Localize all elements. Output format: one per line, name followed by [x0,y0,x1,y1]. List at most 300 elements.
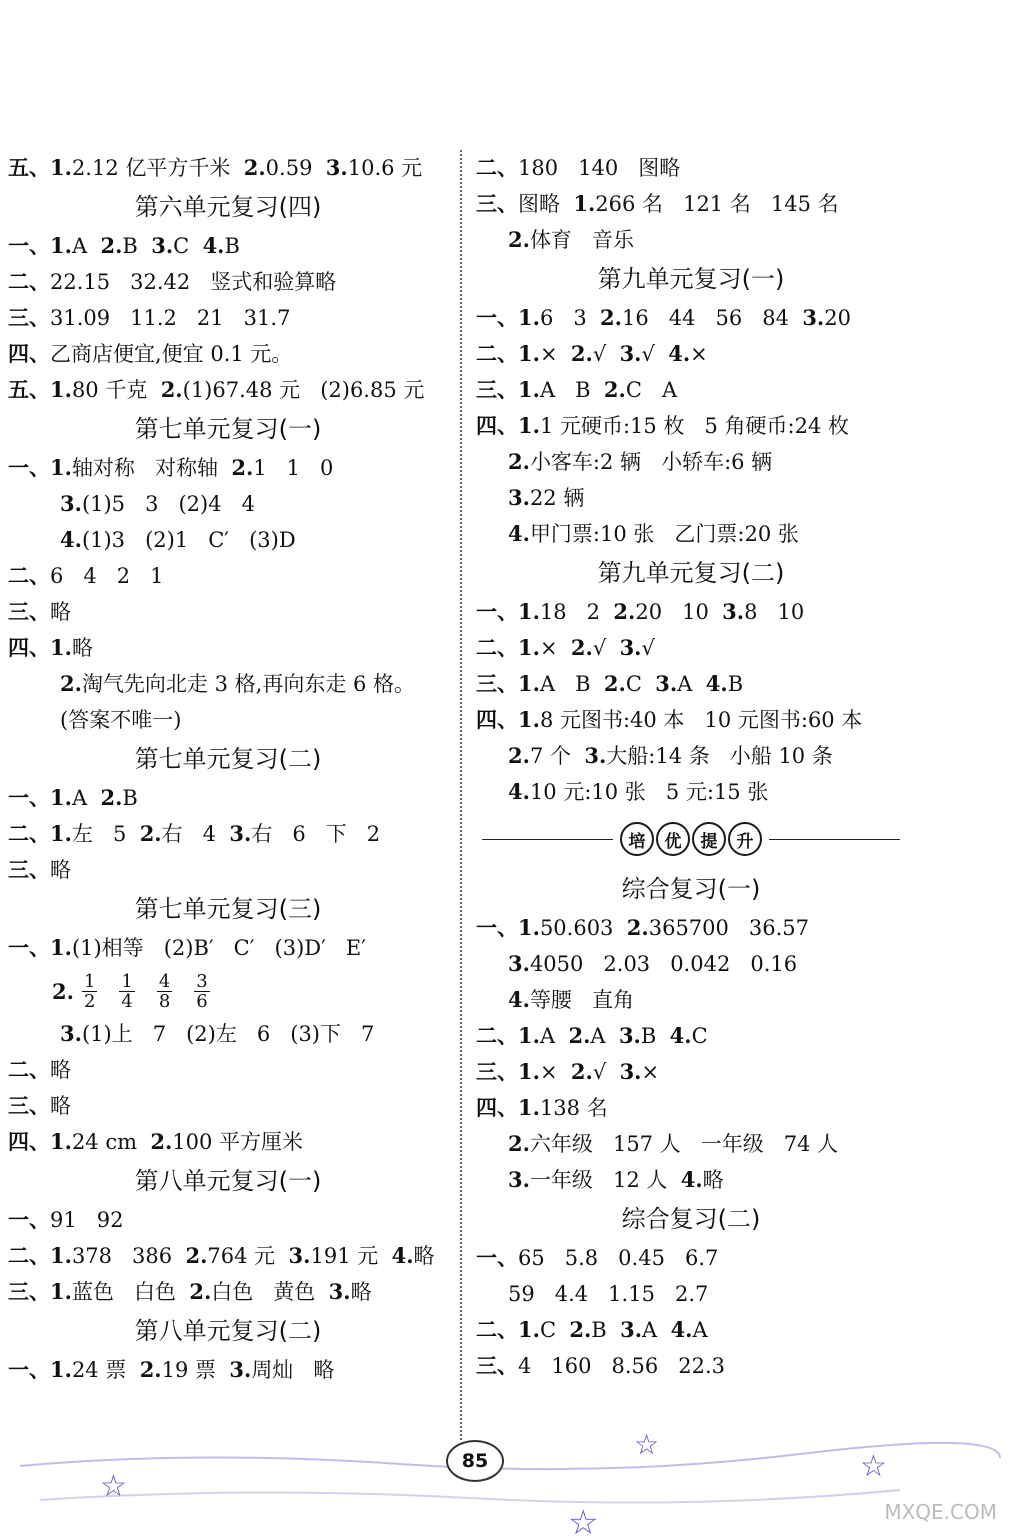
question-number: 四、 [476,413,518,438]
answer-text: (1)67.48 元 (2)6.85 元 [182,378,425,402]
sub-number: 4. [508,987,530,1012]
answer-text: 8 10 [744,600,805,624]
answer-text: 1 元硬币:15 枚 5 角硬币:24 枚 [539,414,849,438]
sub-number: 2. [139,821,162,846]
sub-number: 2. [508,227,530,252]
answer-line [8,594,448,630]
fraction-numerator: 3 [196,970,208,992]
answer-text: (答案不唯一) [60,708,182,732]
sub-number: 2. [60,671,82,696]
answer-column-right [476,150,906,1384]
fraction [82,972,97,1011]
answer-line [8,336,448,372]
fraction [119,972,134,1011]
answer-text: 22.15 32.42 竖式和验算略 [50,270,337,294]
sub-number: 2. [100,785,123,810]
sub-number: 3. [619,1059,642,1084]
answer-text: 蓝色 白色 [71,1280,190,1304]
answer-line [8,300,448,336]
sub-number: 2. [570,635,593,660]
sub-number: 1. [518,1095,540,1120]
question-number: 五、 [8,377,50,402]
answer-line [476,222,906,258]
banner-badge: 优 [656,822,690,856]
answer-text: B [224,234,240,258]
answer-line [476,1276,906,1312]
watermark: MXQE.COM [884,1500,997,1524]
banner-badge: 提 [692,822,726,856]
sub-number: 1. [518,671,540,696]
sub-number: 3. [60,1021,82,1046]
answer-text: 20 10 [635,600,723,624]
answer-text: 80 千克 [71,378,161,402]
answer-line [476,1018,906,1054]
sub-number: 3. [151,233,174,258]
answer-text: 轴对称 对称轴 [71,456,232,480]
sub-number: 1. [50,785,72,810]
question-number: 三、 [476,671,518,696]
sub-number: 1. [518,599,540,624]
answer-line [8,1352,448,1388]
answer-text: 左 5 [71,822,140,846]
answer-text: 周灿 略 [251,1358,335,1382]
question-number: 四、 [476,707,518,732]
sub-number: 3. [328,1279,351,1304]
question-number: 一、 [476,1245,518,1270]
answer-line [8,150,448,186]
answer-text: 6 3 [539,306,601,330]
answer-text: (1)5 3 (2)4 4 [81,492,255,516]
sub-number: 3. [620,1317,643,1342]
banner-rule [482,839,613,840]
answer-line [8,1238,448,1274]
sub-number: 1. [518,377,540,402]
answer-text: 65 5.8 0.45 6.7 [518,1246,719,1270]
sub-number: 2. [160,377,183,402]
banner-rule [769,839,900,840]
sub-number: 1. [518,1317,540,1342]
section-heading: 第七单元复习(二) [134,745,322,773]
section-heading: 综合复习(二) [621,1205,761,1233]
sub-number: 2. [231,455,254,480]
answer-text: 91 92 [50,1208,124,1232]
answer-text: 六年级 157 人 一年级 74 人 [529,1132,839,1156]
question-number: 三、 [476,1059,518,1084]
answer-text: (1)相等 (2)B′ C′ (3)D′ E′ [71,936,367,960]
sub-number: 2. [150,1129,173,1154]
question-number: 一、 [476,599,518,624]
answer-text: 体育 音乐 [529,228,634,252]
answer-text: 191 元 [310,1244,392,1268]
answer-text: 略 [50,1094,71,1118]
sub-number: 3. [722,599,745,624]
section-heading: 第九单元复习(二) [597,559,785,587]
answer-line [8,1016,448,1052]
answer-text: 等腰 直角 [529,988,634,1012]
question-number: 一、 [8,1357,50,1382]
answer-text: C A [625,378,678,402]
answer-text: × [690,342,708,366]
question-number: 三、 [8,1093,50,1118]
answer-text: 378 386 [71,1244,186,1268]
answer-text: √ [592,636,620,660]
answer-line [476,1240,906,1276]
wave-line [20,1443,1000,1469]
answer-line [8,486,448,522]
sub-number: 2. [508,449,530,474]
answer-line [476,1162,906,1198]
answer-text: 8 元图书:40 本 10 元图书:60 本 [539,708,863,732]
sub-number: 1. [518,413,540,438]
answer-line [476,516,906,552]
answer-text: 2.12 亿平方千米 [71,156,244,180]
answer-line [476,1090,906,1126]
sub-number: 4. [669,1023,692,1048]
question-number: 二、 [8,1057,50,1082]
fraction-numerator: 4 [158,970,171,992]
sub-number: 4. [705,671,728,696]
sub-number: 1. [50,233,72,258]
answer-text: 6 4 2 1 [50,564,164,588]
answer-text: B [122,786,138,810]
sub-number: 1. [518,635,540,660]
column-divider [460,150,462,1440]
sub-number: 2. [603,377,626,402]
answer-text: A B [539,378,604,402]
answer-text: 略 [350,1280,372,1304]
answer-text: 甲门票:10 张 乙门票:20 张 [529,522,799,546]
answer-text: 右 4 [161,822,230,846]
answer-line [8,372,448,408]
answer-line [8,264,448,300]
sub-number: 2. [189,1279,212,1304]
sub-number: 2. [139,1357,162,1382]
answer-line [8,780,448,816]
question-number: 一、 [8,233,50,258]
sub-number: 2. [570,341,593,366]
sub-number: 3. [60,491,82,516]
question-number: 五、 [8,155,50,180]
answer-text: 4 160 8.56 22.3 [518,1354,726,1378]
sub-number: 1. [50,821,72,846]
section-heading: 第七单元复习(三) [134,895,322,923]
answer-text: 略 [413,1244,435,1268]
sub-number: 1. [50,155,72,180]
answer-text: 略 [50,1058,71,1082]
sub-number: 4. [670,1317,693,1342]
answer-text: 大船:14 条 小船 10 条 [606,744,833,768]
answer-text: B [122,234,152,258]
answer-line [476,336,906,372]
answer-text: × [539,1060,571,1084]
sub-number: 3. [802,305,825,330]
answer-text: 4050 2.03 0.042 0.16 [529,952,798,976]
question-number: 三、 [8,857,50,882]
answer-text: C [539,1318,570,1342]
answer-text: 59 4.4 1.15 2.7 [508,1282,709,1306]
answer-column-left [8,150,448,1388]
fraction-denominator: 2 [83,990,96,1012]
sub-number: 3. [508,951,530,976]
answer-text: × [641,1060,660,1084]
sub-number: 1. [518,1059,540,1084]
sub-number: 2. [185,1243,208,1268]
question-number: 三、 [8,1279,50,1304]
answer-line [8,630,448,666]
sub-number: 1. [50,1357,72,1382]
fraction-numerator: 1 [121,970,133,992]
sub-number: 4. [508,779,530,804]
answer-text: 20 [824,306,851,330]
sub-number: 1. [50,1129,72,1154]
answer-text: 22 辆 [529,486,585,510]
sub-number: 3. [229,821,252,846]
wave-line [40,1490,900,1503]
question-number: 二、 [8,1243,50,1268]
sub-number: 2. [568,1023,591,1048]
question-number: 二、 [476,1023,518,1048]
fraction-denominator: 4 [121,990,133,1012]
answer-text: 略 [50,858,71,882]
answer-text: 略 [702,1168,724,1192]
sub-number: 2. [600,305,622,330]
answer-text: A [677,672,706,696]
answer-line [8,1088,448,1124]
banner-badge: 升 [728,822,762,856]
fraction [194,972,209,1011]
answer-text: (1)3 (2)1 C′ (3)D [81,528,296,552]
answer-text: 小客车:2 辆 小轿车:6 辆 [529,450,773,474]
fraction-denominator: 8 [158,990,171,1012]
answer-text: 100 平方厘米 [172,1130,304,1154]
answer-line [8,930,448,966]
answer-line [8,522,448,558]
sub-number: 2. [508,1131,530,1156]
answer-text: 略 [50,600,71,624]
section-heading: 第八单元复习(二) [134,1317,322,1345]
sub-number: 2. [508,743,530,768]
answer-line [8,1274,448,1310]
answer-line [476,946,906,982]
question-number: 三、 [476,1353,518,1378]
answer-line [476,480,906,516]
answer-text: 10 元:10 张 5 元:15 张 [529,780,769,804]
sub-number: 4. [391,1243,414,1268]
answer-text: 白色 黄色 [211,1280,329,1304]
footer-decoration [0,1430,1011,1536]
question-number: 二、 [8,269,50,294]
answer-line [476,1126,906,1162]
answer-text: √ [641,342,669,366]
answer-line [476,630,906,666]
sub-number: 4. [680,1167,703,1192]
answer-line [8,558,448,594]
question-number: 一、 [8,785,50,810]
sub-number: 1. [518,341,540,366]
sub-number: 1. [50,1243,72,1268]
question-number: 一、 [8,455,50,480]
sub-number: 2. [570,1059,593,1084]
answer-text: 7 个 [529,744,585,768]
answer-line [476,300,906,336]
section-heading: 第七单元复习(一) [134,415,322,443]
fraction-answer-line [8,966,448,1016]
answer-line [476,910,906,946]
sub-number: 1. [518,707,540,732]
sub-number: 4. [202,233,225,258]
question-number: 四、 [8,341,50,366]
sub-number: 1. [50,377,72,402]
answer-text: A [692,1318,708,1342]
answer-line [476,666,906,702]
star-icon: ☆ [634,1430,660,1461]
fraction-denominator: 6 [196,990,208,1012]
answer-text: C [173,234,203,258]
answer-line [476,372,906,408]
answer-text: A [71,234,101,258]
sub-number: 1. [50,455,72,480]
answer-text: C [625,672,656,696]
sub-number: 4. [508,521,530,546]
answer-text: B [640,1024,670,1048]
answer-text: 19 票 [161,1358,230,1382]
sub-number: 1. [518,305,540,330]
answer-line [476,738,906,774]
answer-text: B [591,1318,621,1342]
answer-text: A [642,1318,671,1342]
fraction [157,972,172,1011]
answer-line [8,1124,448,1160]
answer-line [8,1202,448,1238]
answer-text: 16 44 56 84 [621,306,803,330]
question-number: 四、 [8,1129,50,1154]
question-number: 二、 [476,155,518,180]
answer-text: 1 1 0 [253,456,334,480]
sub-number: 2. [603,671,626,696]
question-number: 二、 [476,1317,518,1342]
sub-number: 1. [50,935,72,960]
sub-number: 1. [518,1023,540,1048]
answer-line [476,594,906,630]
answer-line [8,666,448,702]
question-number: 二、 [8,563,50,588]
answer-line [8,852,448,888]
answer-text: 一年级 12 人 [529,1168,681,1192]
answer-text: 0.59 [265,156,326,180]
question-number: 三、 [8,599,50,624]
star-icon: ☆ [100,1469,127,1504]
sub-number: 3. [618,1023,641,1048]
page-number: 85 [446,1440,504,1482]
answer-text: 24 票 [71,1358,140,1382]
sub-number: 2. [626,915,649,940]
question-number: 一、 [8,1207,50,1232]
question-number: 一、 [8,935,50,960]
answer-text: √ [592,1060,620,1084]
answer-line [476,150,906,186]
sub-number: 1. [50,1279,72,1304]
answer-text: √ [641,636,655,660]
answer-text: 右 6 下 2 [251,822,381,846]
star-icon: ☆ [568,1503,599,1536]
sub-number: 1. [573,191,596,216]
answer-line [476,186,906,222]
answer-text: 10.6 元 [347,156,423,180]
answer-line [476,1312,906,1348]
answer-text: A B [539,672,604,696]
sub-number: 3. [655,671,678,696]
answer-line [476,702,906,738]
answer-line [8,1052,448,1088]
answer-text: 乙商店便宜,便宜 0.1 元。 [50,342,293,366]
answer-text: 764 元 [207,1244,289,1268]
sub-number: 3. [229,1357,252,1382]
answer-text: 138 名 [539,1096,608,1120]
sub-number: 2. [569,1317,592,1342]
sub-number: 2. [52,978,74,1004]
answer-line [476,444,906,480]
sub-number: 3. [508,1167,530,1192]
sub-number: 3. [619,635,642,660]
answer-text: 365700 36.57 [648,916,810,940]
answer-text: B [727,672,744,696]
answer-line [476,1054,906,1090]
question-number: 四、 [476,1095,518,1120]
fraction-numerator: 1 [83,970,96,992]
answer-line [476,982,906,1018]
answer-text: × [539,342,571,366]
answer-text: × [539,636,571,660]
answer-text: 略 [71,636,93,660]
answer-line [476,774,906,810]
question-number: 二、 [476,635,518,660]
sub-number: 2. [243,155,266,180]
section-heading: 第九单元复习(一) [597,265,785,293]
answer-text: A [539,1024,569,1048]
banner-badge: 培 [620,822,654,856]
answer-line [8,816,448,852]
answer-text: A [71,786,101,810]
answer-text: 31.09 11.2 21 31.7 [50,306,291,330]
answer-line [476,1348,906,1384]
answer-text: 图略 [518,192,574,216]
question-number: 四、 [8,635,50,660]
answer-text: 266 名 121 名 145 名 [595,192,839,216]
answer-line [8,228,448,264]
answer-text: 180 140 图略 [518,156,681,180]
answer-text: 50.603 [539,916,627,940]
sub-number: 1. [518,915,540,940]
answer-line [476,408,906,444]
sub-number: 2. [613,599,636,624]
section-banner [476,810,906,868]
sub-number: 4. [60,527,82,552]
question-number: 一、 [476,305,518,330]
question-number: 二、 [476,341,518,366]
answer-text: A [590,1024,619,1048]
star-icon: ☆ [860,1449,887,1484]
section-heading: 第八单元复习(一) [134,1167,322,1195]
question-number: 二、 [8,821,50,846]
answer-text: (1)上 7 (2)左 6 (3)下 7 [81,1022,375,1046]
question-number: 三、 [476,191,518,216]
sub-number: 3. [325,155,348,180]
section-heading: 综合复习(一) [621,875,761,903]
sub-number: 3. [508,485,530,510]
question-number: 三、 [476,377,518,402]
question-number: 一、 [476,915,518,940]
answer-text: 18 2 [539,600,614,624]
